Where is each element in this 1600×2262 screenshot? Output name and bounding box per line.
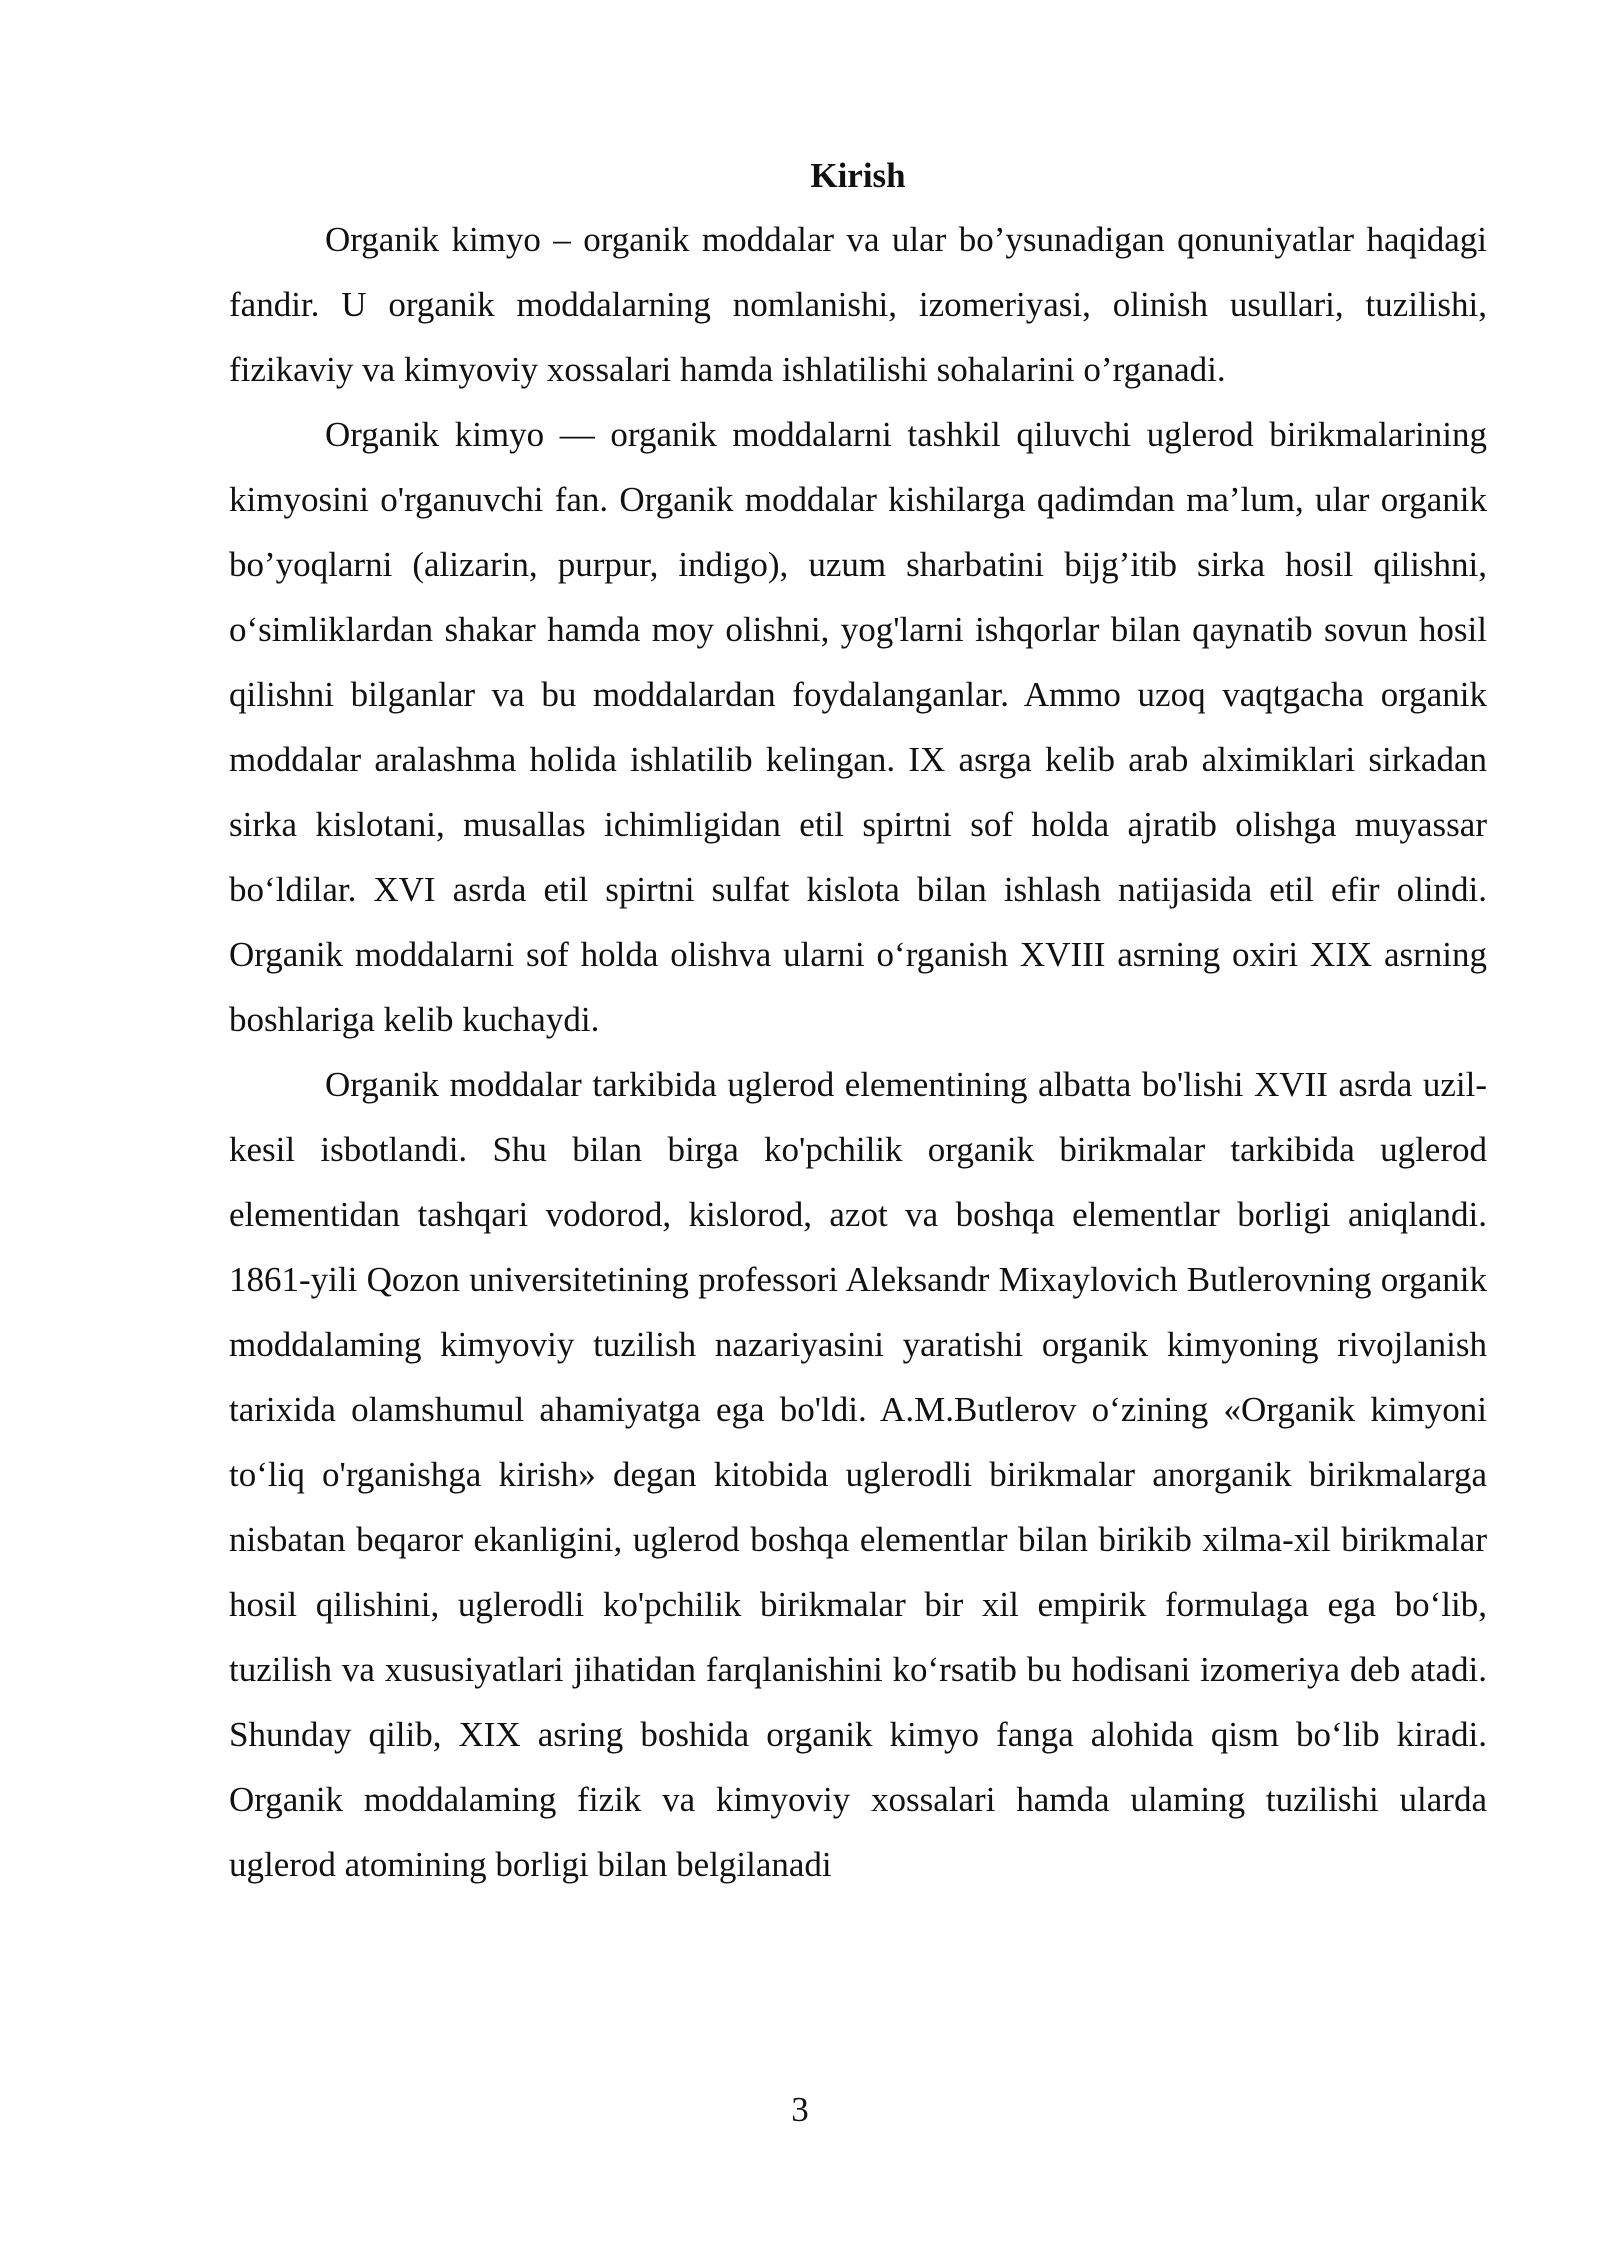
page-content (229, 148, 1487, 1897)
page-number: 3 (791, 2090, 809, 2129)
section-heading: Kirish (810, 156, 906, 195)
paragraph-history: Organik kimyo — organik moddalarni tashkil qiluvchi uglerod birikmalarining kimyosini o'rganuvchi fan. Organik moddalar kishilarga qadimdan ma’lum, ular organik bo’yoqlarni (alizarin, purpur, indigo), uzum sharbatini bijg’itib sirka hosil qilishni, o‘simliklardan shakar hamda moy olishni, yog'larni ishqorlar bilan qaynatib sovun hosil qilishni bilganlar va bu moddalardan foydalanganlar. Ammo uzoq vaqtgacha organik moddalar aralashma holida ishlatilib kelingan. IX asrga kelib arab alximiklari sirkadan sirka kislotani, musallas ichimligidan etil spirtni sof holda ajratib olishga muyassar bo‘ldilar. XVI asrda etil spirtni sulfat kislota bilan ishlash natijasida etil efir olindi. Organik moddalarni sof holda olishva ularni o‘rganish XVIII asrning oxiri XIX asrning boshlariga kelib kuchaydi. (229, 415, 1487, 1039)
paragraph-butlerov: Organik moddalar tarkibida uglerod elementining albatta bo'lishi XVII asrda uzil-kesil isbotlandi. Shu bilan birga ko'pchilik organik birikmalar tarkibida uglerod elementidan tashqari vodorod, kislorod, azot va boshqa elementlar borligi aniqlandi. 1861-yili Qozon universitetining professori Aleksandr Mixaylovich Butlerovning organik moddalaming kimyoviy tuzilish nazariyasini yaratishi organik kimyoning rivojlanish tarixida olamshumul ahamiyatga ega bo'ldi. A.M.Butlerov o‘zining «Organik kimyoni to‘liq o'rganishga kirish» degan kitobida uglerodli birikmalar anorganik birikmalarga nisbatan beqaror ekanligini, uglerod boshqa elementlar bilan birikib xilma-xil birikmalar hosil qilishini, uglerodli ko'pchilik birikmalar bir xil empirik formulaga ega bo‘lib, tuzilish va xususiyatlari jihatidan farqlanishini ko‘rsatib bu hodisani izomeriya deb atadi. Shunday qilib, XIX asring boshida organik kimyo fanga alohida qism bo‘lib kiradi. Organik moddalaming fizik va kimyoviy xossalari hamda ulaming tuzilishi ularda uglerod atomining borligi bilan belgilanadi (229, 1065, 1487, 1884)
paragraph-definition: Organik kimyo – organik moddalar va ular bo’ysunadigan qonuniyatlar haqidagi fandir. U organik moddalarning nomlanishi, izomeriyasi, olinish usullari, tuzilishi, fizikaviy va kimyoviy xossalari hamda ishlatilishi sohalarini o’rganadi. (229, 220, 1487, 389)
